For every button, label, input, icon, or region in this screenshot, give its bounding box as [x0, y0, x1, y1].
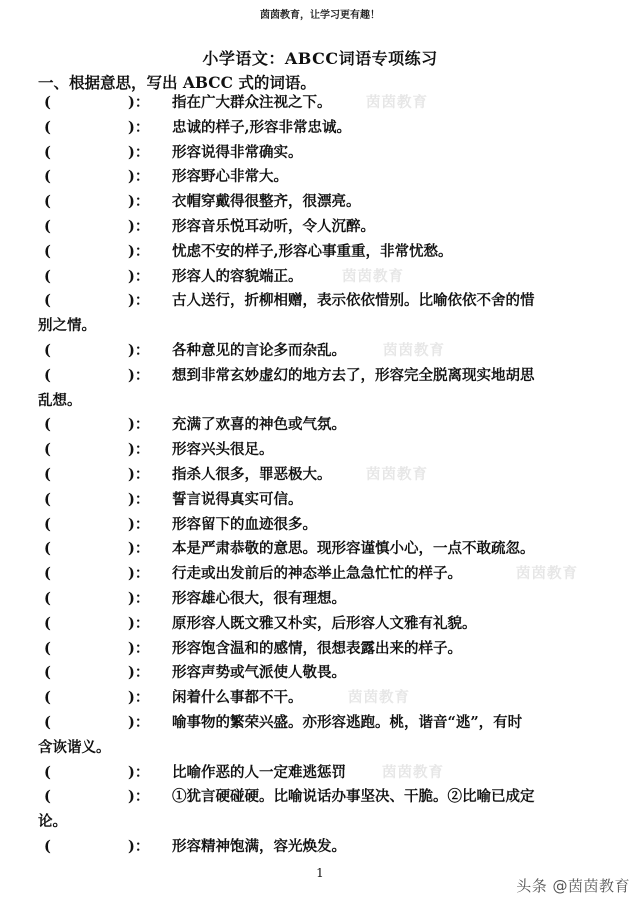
answer-blank-open[interactable]: (	[44, 94, 51, 111]
exercise-line	[0, 513, 640, 538]
answer-blank-close: )：	[128, 639, 150, 657]
exercise-line	[0, 835, 640, 860]
answer-blank-open[interactable]: (	[44, 267, 51, 285]
exercise-line	[0, 661, 640, 686]
watermark: 茵茵教育	[382, 763, 444, 781]
exercise-line	[0, 463, 640, 488]
answer-blank-open[interactable]: (	[44, 118, 51, 136]
answer-blank-close: )：	[128, 416, 150, 434]
meaning-text: 形容野心非常大。	[172, 168, 288, 186]
meaning-text: 忠诚的样子,形容非常忠诚。	[172, 118, 352, 136]
answer-blank-open[interactable]: (	[44, 441, 51, 459]
exercise-item	[0, 537, 640, 562]
exercise-item	[0, 265, 640, 290]
meaning-text: 形容说得非常确实。	[172, 143, 303, 161]
answer-blank-close: )：	[128, 565, 150, 583]
watermark: 茵茵教育	[366, 94, 428, 111]
exercise-line	[0, 488, 640, 513]
exercise-item	[0, 165, 640, 190]
answer-blank-open[interactable]: (	[44, 713, 51, 731]
answer-blank-close: )：	[128, 540, 150, 558]
exercise-item	[0, 91, 640, 116]
exercise-line	[0, 785, 640, 810]
exercise-item	[0, 785, 640, 835]
answer-blank-close: )：	[128, 143, 150, 161]
answer-blank-close: )：	[128, 465, 150, 483]
answer-blank-close: )：	[128, 366, 150, 384]
exercise-line	[0, 141, 640, 166]
meaning-text-continued: 论。	[38, 813, 67, 831]
meaning-text-continued: 含诙谐义。	[38, 738, 111, 756]
exercise-item	[0, 661, 640, 686]
meaning-text: 行走或出发前后的神态举止急急忙忙的样子。	[172, 565, 462, 583]
exercise-item	[0, 562, 640, 587]
answer-blank-close: )：	[128, 788, 150, 806]
section-heading: 一、根据意思，写出 ABCC 式的词语。	[38, 73, 316, 92]
meaning-text: 古人送行，折柳相赠，表示依依惜别。比喻依依不舍的惜	[172, 292, 535, 310]
exercise-line	[0, 215, 640, 240]
answer-blank-close: )：	[128, 168, 150, 186]
exercise-line	[0, 339, 640, 364]
answer-blank-close: )：	[128, 614, 150, 632]
exercise-line	[0, 364, 640, 389]
answer-blank-open[interactable]: (	[44, 763, 51, 781]
answer-blank-open[interactable]: (	[44, 664, 51, 682]
meaning-text: 形容音乐悦耳动听，令人沉醉。	[172, 217, 375, 235]
meaning-text: 形容雄心很大，很有理想。	[172, 589, 346, 607]
exercise-item	[0, 438, 640, 463]
answer-blank-open[interactable]: (	[44, 217, 51, 235]
meaning-text: 誓言说得真实可信。	[172, 490, 303, 508]
answer-blank-open[interactable]: (	[44, 366, 51, 384]
answer-blank-open[interactable]: (	[44, 242, 51, 260]
exercise-line	[0, 537, 640, 562]
answer-blank-close: )：	[128, 589, 150, 607]
meaning-text: 各种意见的言论多而杂乱。	[172, 341, 346, 359]
meaning-text: 指在广大群众注视之下。	[172, 94, 332, 111]
exercise-item	[0, 488, 640, 513]
answer-blank-close: )：	[128, 490, 150, 508]
meaning-text-continued: 乱想。	[38, 391, 82, 409]
answer-blank-close: )：	[128, 441, 150, 459]
exercise-line-continued	[0, 810, 640, 835]
answer-blank-close: )：	[128, 267, 150, 285]
answer-blank-open[interactable]: (	[44, 639, 51, 657]
exercise-line-continued	[0, 736, 640, 761]
answer-blank-open[interactable]: (	[44, 614, 51, 632]
exercise-line	[0, 265, 640, 290]
meaning-text: 充满了欢喜的神色或气氛。	[172, 416, 346, 434]
meaning-text: 形容兴头很足。	[172, 441, 274, 459]
exercise-line	[0, 612, 640, 637]
page-number: 1	[316, 866, 324, 880]
meaning-text: 形容饱含温和的感情，很想表露出来的样子。	[172, 639, 462, 657]
answer-blank-close: )：	[128, 763, 150, 781]
answer-blank-close: )：	[128, 689, 150, 707]
exercise-item	[0, 686, 640, 711]
answer-blank-open[interactable]: (	[44, 292, 51, 310]
meaning-text: 喻事物的繁荣兴盛。亦形容逃跑。桃，谐音“逃”，有时	[172, 713, 523, 731]
exercise-line	[0, 289, 640, 314]
watermark: 茵茵教育	[516, 565, 578, 583]
answer-blank-close: )：	[128, 837, 150, 855]
answer-blank-close: )：	[128, 193, 150, 211]
answer-blank-close: )：	[128, 341, 150, 359]
answer-blank-open[interactable]: (	[44, 540, 51, 558]
exercise-line	[0, 116, 640, 141]
meaning-text: 原形容人既文雅又朴实，后形容人文雅有礼貌。	[172, 614, 477, 632]
answer-blank-close: )：	[128, 292, 150, 310]
answer-blank-open[interactable]: (	[44, 837, 51, 855]
exercise-line	[0, 413, 640, 438]
answer-blank-close: )：	[128, 713, 150, 731]
answer-blank-open[interactable]: (	[44, 788, 51, 806]
answer-blank-close: )：	[128, 515, 150, 533]
answer-blank-close: )：	[128, 664, 150, 682]
exercise-line	[0, 686, 640, 711]
answer-blank-open[interactable]: (	[44, 416, 51, 434]
meaning-text: 本是严肃恭敬的意思。现形容谨慎小心，一点不敢疏忽。	[172, 540, 535, 558]
exercise-line	[0, 165, 640, 190]
meaning-text: 想到非常玄妙虚幻的地方去了，形容完全脱离现实地胡思	[172, 366, 535, 384]
watermark: 茵茵教育	[366, 465, 428, 483]
answer-blank-open[interactable]: (	[44, 143, 51, 161]
exercise-item	[0, 587, 640, 612]
exercise-line	[0, 438, 640, 463]
meaning-text: 衣帽穿戴得很整齐，很漂亮。	[172, 193, 361, 211]
answer-blank-close: )：	[128, 217, 150, 235]
answer-blank-close: )：	[128, 118, 150, 136]
answer-blank-open[interactable]: (	[44, 689, 51, 707]
meaning-text: 形容声势或气派使人敬畏。	[172, 664, 346, 682]
answer-blank-close: )：	[128, 242, 150, 260]
exercise-line	[0, 240, 640, 265]
answer-blank-open[interactable]: (	[44, 193, 51, 211]
exercise-item	[0, 240, 640, 265]
answer-blank-open[interactable]: (	[44, 465, 51, 483]
answer-blank-open[interactable]: (	[44, 341, 51, 359]
source-badge: 头条 @茵茵教育	[516, 877, 630, 895]
meaning-text: 闲着什么事都不干。	[172, 689, 303, 707]
exercise-item	[0, 612, 640, 637]
exercise-list	[0, 91, 640, 860]
meaning-text: 形容精神饱满，容光焕发。	[172, 837, 346, 855]
exercise-item	[0, 761, 640, 786]
exercise-line-continued	[0, 389, 640, 414]
watermark: 茵茵教育	[383, 341, 445, 359]
meaning-text: ①犹言硬碰硬。比喻说话办事坚决、干脆。②比喻已成定	[172, 788, 535, 806]
exercise-line	[0, 91, 640, 116]
page-title: 小学语文：ABCC词语专项练习	[202, 49, 438, 68]
watermark: 茵茵教育	[342, 267, 404, 285]
exercise-item	[0, 339, 640, 364]
exercise-item	[0, 711, 640, 761]
exercise-item	[0, 513, 640, 538]
answer-blank-close: )：	[128, 94, 150, 111]
exercise-item	[0, 364, 640, 414]
exercise-item	[0, 190, 640, 215]
exercise-line	[0, 711, 640, 736]
answer-blank-open[interactable]: (	[44, 515, 51, 533]
meaning-text: 形容人的容貌端正。	[172, 267, 303, 285]
exercise-item	[0, 215, 640, 240]
exercise-item	[0, 141, 640, 166]
meaning-text: 形容留下的血迹很多。	[172, 515, 317, 533]
exercise-item	[0, 116, 640, 141]
exercise-line-continued	[0, 314, 640, 339]
header-note: 茵茵教育，让学习更有趣！	[260, 10, 380, 21]
exercise-item	[0, 637, 640, 662]
exercise-line	[0, 761, 640, 786]
answer-blank-open[interactable]: (	[44, 589, 51, 607]
meaning-text: 比喻作恶的人一定难逃惩罚	[172, 763, 346, 781]
exercise-item	[0, 463, 640, 488]
answer-blank-open[interactable]: (	[44, 490, 51, 508]
meaning-text: 忧虑不安的样子,形容心事重重，非常忧愁。	[172, 242, 453, 260]
answer-blank-open[interactable]: (	[44, 565, 51, 583]
meaning-text: 指杀人很多，罪恶极大。	[172, 465, 332, 483]
watermark: 茵茵教育	[348, 689, 410, 707]
exercise-line	[0, 562, 640, 587]
answer-blank-open[interactable]: (	[44, 168, 51, 186]
exercise-line	[0, 587, 640, 612]
exercise-item	[0, 289, 640, 339]
exercise-item	[0, 413, 640, 438]
exercise-item	[0, 835, 640, 860]
exercise-line	[0, 190, 640, 215]
exercise-line	[0, 637, 640, 662]
meaning-text-continued: 别之情。	[38, 317, 96, 335]
